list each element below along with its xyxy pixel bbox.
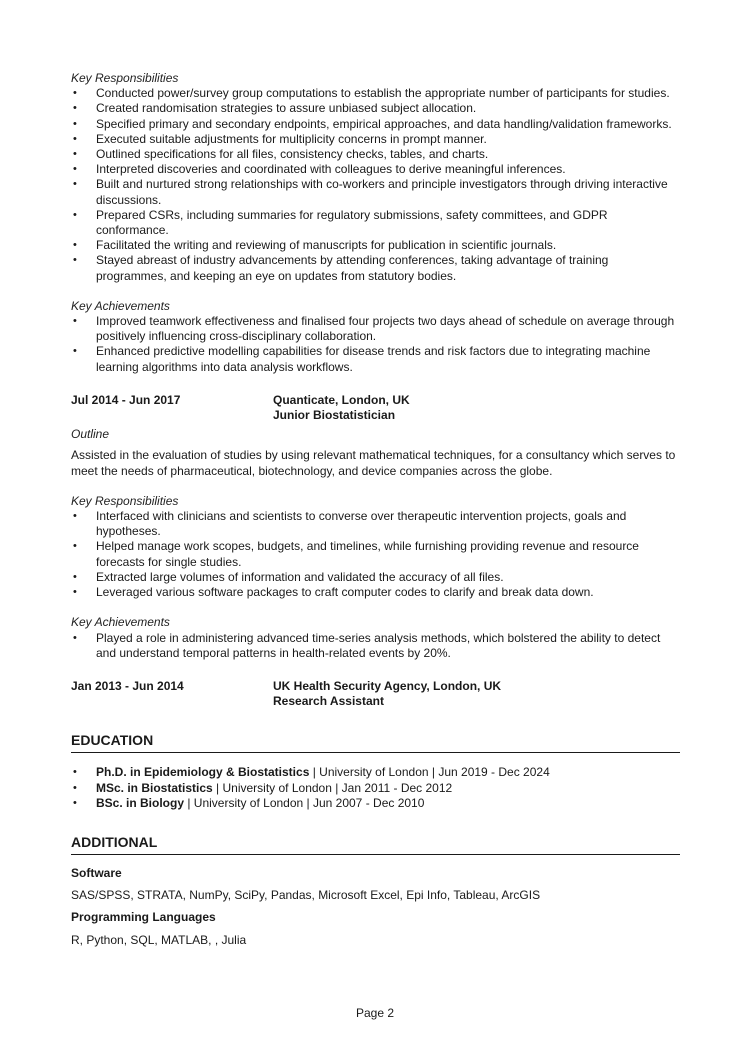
list-item: • Played a role in administering advanced time-series analysis methods, which bolstered the ability to detect and understand temporal patterns in health-related events by 20%. xyxy=(71,631,680,661)
list-item xyxy=(71,781,680,796)
job2-title: Junior Biostatistician xyxy=(273,408,396,423)
job2-achievements xyxy=(71,631,680,661)
list-item: • Facilitated the writing and reviewing of manuscripts for publication in scientific journals. xyxy=(71,238,680,253)
list-item: • Stayed abreast of industry advancements by attending conferences, taking advantage of training programmes, and keeping an eye on updates from statutory bodies. xyxy=(71,253,680,283)
list-item: • Created randomisation strategies to assure unbiased subject allocation. xyxy=(71,101,680,116)
job2-dates: Jul 2014 - Jun 2017 xyxy=(71,392,181,407)
job2-header xyxy=(71,393,680,423)
job2-outline: Assisted in the evaluation of studies by using relevant mathematical techniques, for a consultancy which serves to meet the needs of pharmaceutical, biotechnology, and device companies across the globe. xyxy=(71,448,676,478)
job2-ach-label: Key Achievements xyxy=(71,615,170,630)
software-list: SAS/SPSS, STRATA, NumPy, SciPy, Pandas, Microsoft Excel, Epi Info, Tableau, ArcGIS xyxy=(71,888,541,903)
job3-company: UK Health Security Agency, London, UK xyxy=(273,678,502,693)
degree-details: | University of London | Jun 2019 - Dec 2024 xyxy=(309,765,550,780)
list-item xyxy=(71,765,680,780)
job1-achievements xyxy=(71,314,680,375)
programming-label: Programming Languages xyxy=(71,910,216,925)
list-item: • Executed suitable adjustments for multiplicity concerns in prompt manner. xyxy=(71,132,680,147)
job2-resp-label: Key Responsibilities xyxy=(71,493,179,508)
list-item xyxy=(71,796,680,811)
list-item: • Conducted power/survey group computations to establish the appropriate number of participants for studies. xyxy=(71,86,680,101)
degree: MSc. in Biostatistics xyxy=(96,780,213,795)
job3-title: Research Assistant xyxy=(273,694,384,709)
resume-page xyxy=(71,71,680,948)
additional-heading: ADDITIONAL xyxy=(71,833,680,855)
list-item: • Interpreted discoveries and coordinated with colleagues to derive meaningful inferences. xyxy=(71,162,680,177)
job3-dates: Jan 2013 - Jun 2014 xyxy=(71,678,184,693)
education-heading: EDUCATION xyxy=(71,731,680,753)
degree-details: | University of London | Jun 2007 - Dec 2010 xyxy=(184,795,425,810)
programming-list: R, Python, SQL, MATLAB, , Julia xyxy=(71,932,247,947)
job1-resp-label: Key Responsibilities xyxy=(71,71,179,85)
job2-outline-label: Outline xyxy=(71,427,110,442)
list-item: • Specified primary and secondary endpoints, empirical approaches, and data handling/validation frameworks. xyxy=(71,117,680,132)
degree: BSc. in Biology xyxy=(96,795,185,810)
job2-responsibilities xyxy=(71,509,680,600)
job1-ach-label: Key Achievements xyxy=(71,298,170,313)
list-item: • Helped manage work scopes, budgets, and timelines, while furnishing providing revenue and resource forecasts for single studies. xyxy=(71,539,680,569)
job2-company: Quanticate, London, UK xyxy=(273,392,410,407)
list-item: • Built and nurtured strong relationships with co-workers and principle investigators through driving interactive discussions. xyxy=(71,177,680,207)
education-list xyxy=(71,765,680,811)
degree-details: | University of London | Jan 2011 - Dec 2012 xyxy=(212,780,453,795)
list-item: • Interfaced with clinicians and scientists to converse over therapeutic intervention projects, goals and hypotheses. xyxy=(71,509,680,539)
page-number: Page 2 xyxy=(355,1006,395,1020)
list-item: • Outlined specifications for all files, consistency checks, tables, and charts. xyxy=(71,147,680,162)
list-item: • Enhanced predictive modelling capabilities for disease trends and risk factors due to integrating machine learning algorithms into data analysis workflows. xyxy=(71,344,680,374)
list-item: • Prepared CSRs, including summaries for regulatory submissions, safety committees, and GDPR conformance. xyxy=(71,208,680,238)
software-label: Software xyxy=(71,865,122,880)
list-item: • Leveraged various software packages to craft computer codes to clarify and break data down. xyxy=(71,585,680,600)
job3-header xyxy=(71,679,680,709)
job1-responsibilities xyxy=(71,86,680,284)
degree: Ph.D. in Epidemiology & Biostatistics xyxy=(96,765,310,780)
list-item: • Improved teamwork effectiveness and finalised four projects two days ahead of schedule on average through positively influencing cross-disciplinary collaboration. xyxy=(71,314,680,344)
list-item: • Extracted large volumes of information and validated the accuracy of all files. xyxy=(71,570,680,585)
